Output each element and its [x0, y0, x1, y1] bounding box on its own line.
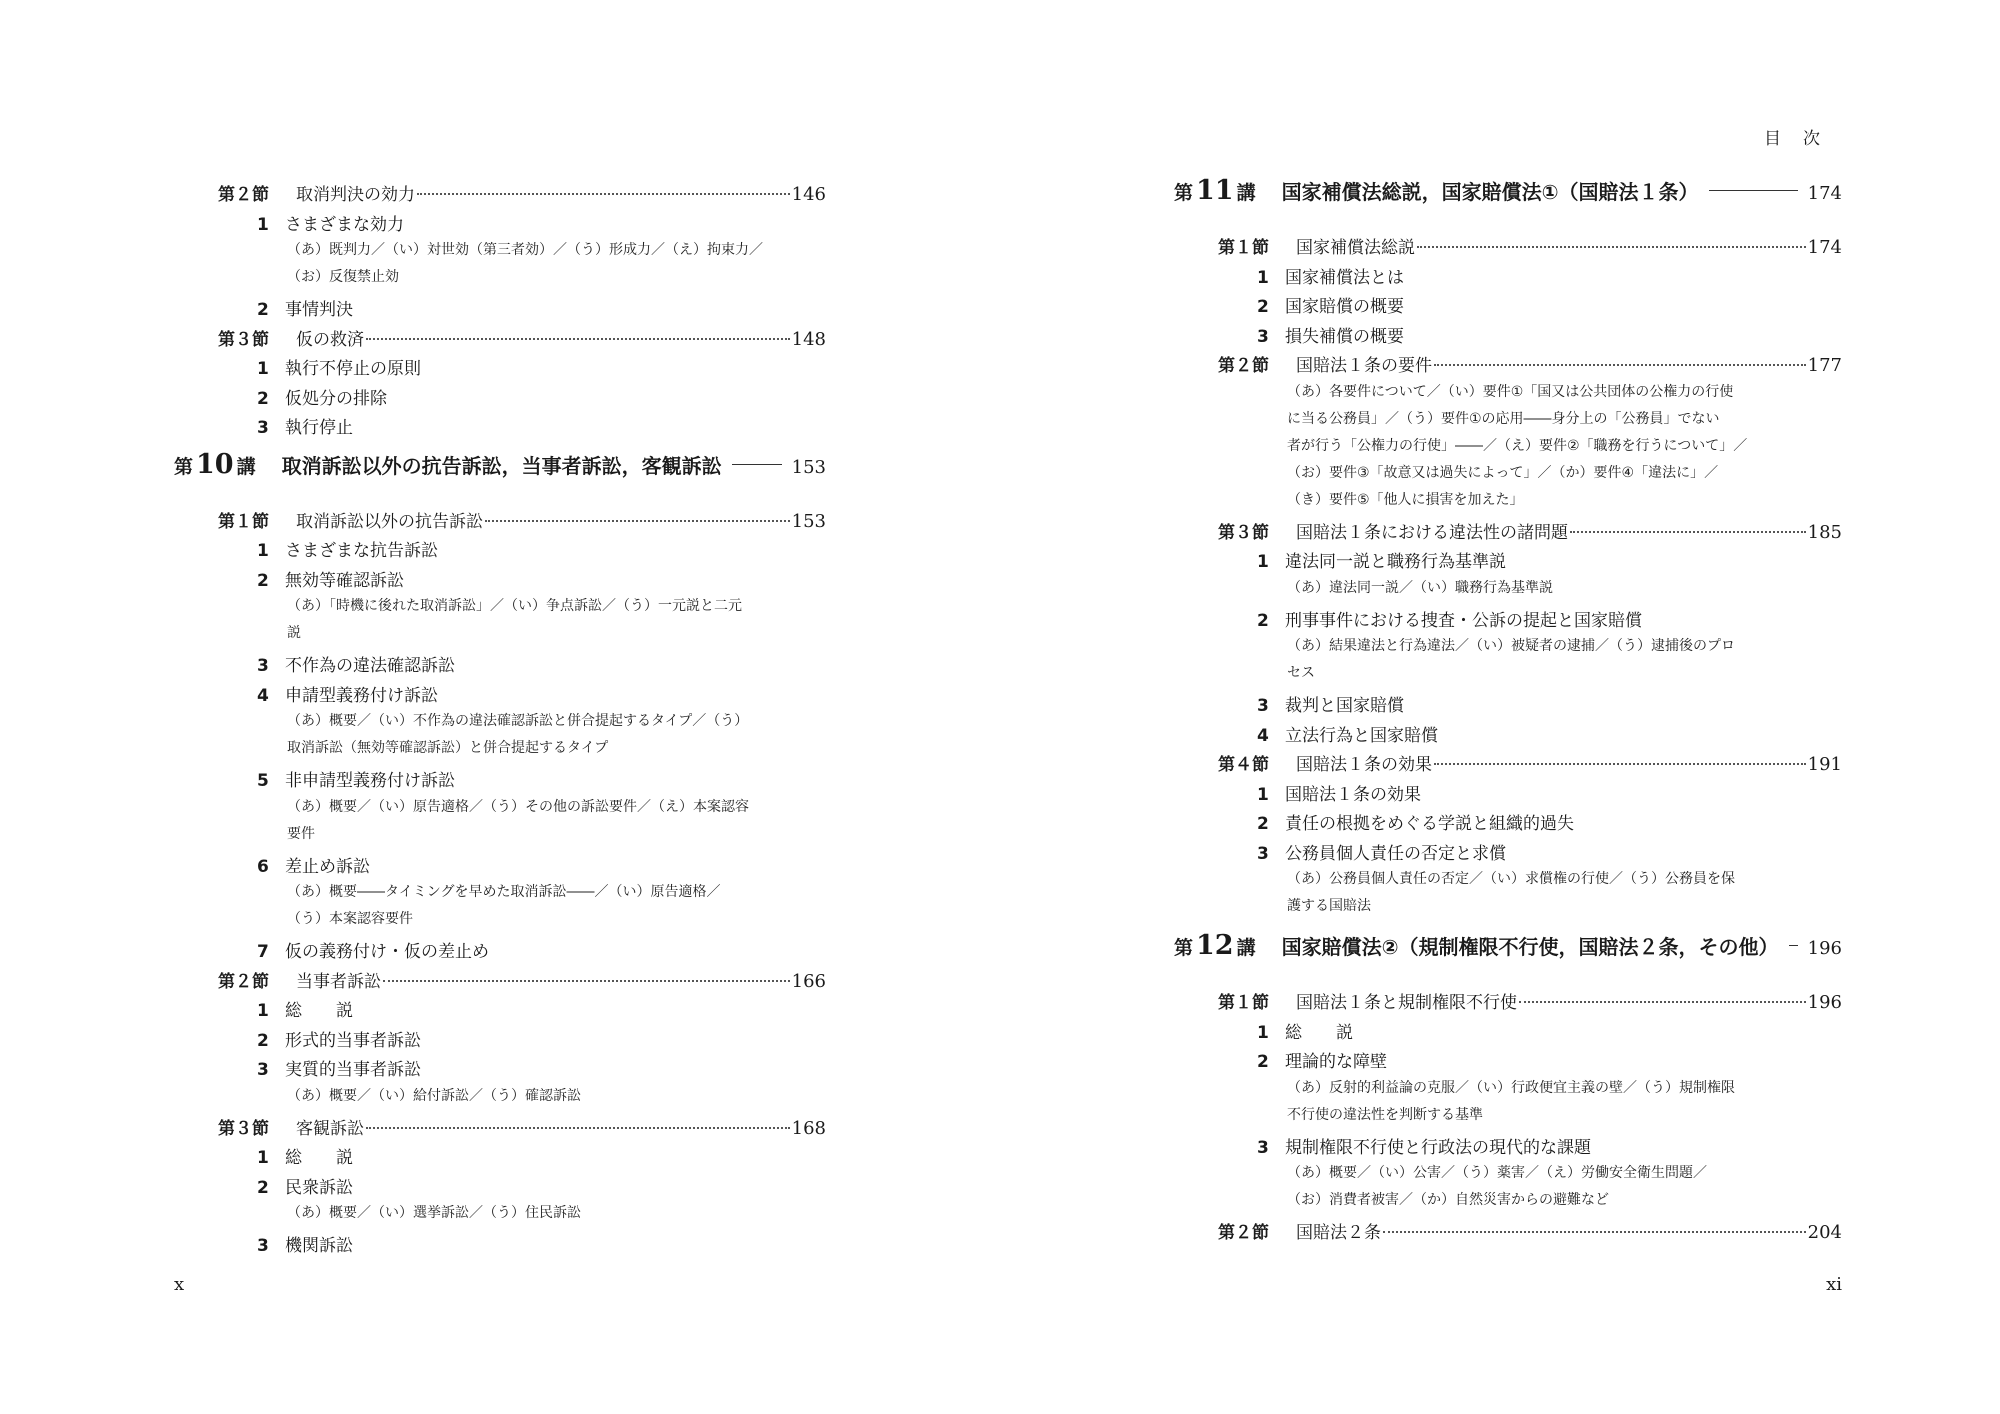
- item-title: 執行不停止の原則: [285, 359, 421, 379]
- lecture-prefix: 第: [174, 455, 194, 478]
- page-ref: 177: [1807, 355, 1842, 376]
- item-number: 2: [257, 388, 269, 409]
- section-title: 国賠法１条と規制権限不行使: [1296, 993, 1517, 1013]
- section-title: 国賠法１条における違法性の諸問題: [1296, 522, 1568, 543]
- lecture-title: 国家補償法総説，国家賠償法①（国賠法１条）: [1281, 180, 1699, 204]
- section-title: 客観訴訟: [296, 1118, 364, 1139]
- item-title: 形式的当事者訴訟: [285, 1030, 421, 1051]
- section-title: 国家補償法総説: [1296, 238, 1415, 258]
- dot-leader: [1434, 364, 1806, 366]
- item-title: 裁判と国家賠償: [1285, 696, 1404, 716]
- section-number: 第２節: [1218, 356, 1269, 376]
- page-ref: 196: [1807, 938, 1842, 959]
- subtopic-line: （あ）反射的利益論の克服／（い）行政便宜主義の壁／（う）規制権限: [1287, 1079, 1735, 1096]
- item-entry[interactable]: [1257, 691, 1404, 716]
- item-number: 2: [257, 570, 269, 591]
- subtopic-line: 取消訴訟（無効等確認訴訟）と併合提起するタイプ: [287, 740, 609, 756]
- item-title: 不作為の違法確認訴訟: [285, 656, 455, 676]
- item-title: 事情判決: [285, 300, 353, 320]
- subtopic-list: [1287, 575, 1553, 602]
- item-number: 3: [257, 418, 269, 438]
- subtopic-line: （あ）違法同一説／（い）職務行為基準説: [1287, 579, 1553, 596]
- lecture-heading[interactable]: [1174, 175, 1842, 206]
- item-number: 2: [257, 1030, 269, 1051]
- page-right: [1000, 0, 2000, 1414]
- dot-leader: [383, 980, 790, 982]
- lecture-title: 取消訴訟以外の抗告訴訟，当事者訴訟，客観訴訟: [281, 453, 722, 478]
- subtopic-list: [287, 1083, 581, 1110]
- leader-line: [1789, 945, 1798, 946]
- page-ref: 204: [1807, 1222, 1842, 1243]
- subtopic-line: （あ）概要――タイミングを早めた取消訴訟――／（い）原告適格／: [287, 884, 721, 900]
- item-number: 3: [1257, 1137, 1269, 1158]
- subtopic-line: （お）反復禁止効: [287, 269, 399, 285]
- dot-leader: [366, 1127, 790, 1129]
- item-entry[interactable]: [1257, 606, 1642, 631]
- subtopic-list: [1287, 1075, 1735, 1129]
- section-entry[interactable]: [218, 1114, 826, 1139]
- item-number: 3: [257, 1236, 269, 1256]
- page-ref: 166: [791, 970, 826, 992]
- section-entry[interactable]: [218, 180, 826, 205]
- item-number: 3: [257, 656, 269, 676]
- item-entry[interactable]: [257, 766, 455, 791]
- subtopic-line: セス: [1287, 665, 1315, 681]
- section-entry[interactable]: [1218, 988, 1842, 1013]
- subtopic-list: [287, 1200, 581, 1227]
- item-title: 国家賠償の概要: [1285, 297, 1404, 317]
- item-entry[interactable]: [257, 996, 353, 1021]
- item-title: 違法同一説と職務行為基準説: [1285, 552, 1506, 572]
- section-number: 第１節: [1218, 238, 1269, 258]
- lecture-number: 11: [1196, 175, 1234, 206]
- subtopic-line: 説: [287, 625, 301, 641]
- item-title: さまざまな抗告訴訟: [285, 541, 438, 561]
- subtopic-list: [1287, 633, 1735, 687]
- item-entry[interactable]: [1257, 1133, 1591, 1158]
- item-number: 1: [1257, 784, 1269, 805]
- page-ref: 185: [1807, 521, 1842, 543]
- page-number-right: xi: [1826, 1274, 1842, 1295]
- subtopic-line: （き）要件⑤「他人に損害を加えた」: [1287, 491, 1524, 508]
- page-ref: 146: [791, 184, 826, 205]
- item-number: 2: [1257, 814, 1269, 834]
- page-ref: 196: [1807, 992, 1842, 1013]
- item-entry[interactable]: [257, 536, 438, 561]
- item-title: 執行停止: [285, 418, 353, 438]
- section-number: 第２節: [218, 971, 269, 992]
- item-title: 国家補償法とは: [1285, 267, 1404, 288]
- dot-leader: [1519, 1001, 1806, 1003]
- item-number: 3: [257, 1060, 269, 1080]
- subtopic-list: [1287, 1160, 1707, 1214]
- page-ref: 191: [1807, 754, 1842, 775]
- section-number: 第３節: [218, 1118, 269, 1139]
- item-title: 総 説: [1285, 1022, 1353, 1043]
- item-title: 総 説: [285, 1001, 353, 1021]
- item-number: 1: [257, 214, 269, 235]
- item-title: 国賠法１条の効果: [1285, 784, 1421, 805]
- lecture-suffix: 講: [1236, 937, 1256, 959]
- item-number: 2: [1257, 297, 1269, 317]
- subtopic-list: [287, 879, 720, 933]
- item-entry[interactable]: [257, 354, 421, 379]
- section-number: 第２節: [218, 185, 269, 205]
- subtopic-line: 不行使の違法性を判断する基準: [1287, 1106, 1483, 1123]
- dot-leader: [366, 338, 790, 340]
- lecture-number: 10: [196, 448, 234, 480]
- page-ref: 168: [791, 1117, 826, 1139]
- item-title: 規制権限不行使と行政法の現代的な課題: [1285, 1137, 1591, 1158]
- item-title: 責任の根拠をめぐる学説と組織的過失: [1285, 814, 1574, 834]
- item-entry[interactable]: [257, 681, 438, 706]
- leader-line: [732, 464, 782, 465]
- subtopic-line: （あ）概要／（い）原告適格／（う）その他の訴訟要件／（え）本案認容: [287, 798, 749, 815]
- item-title: 仮の義務付け・仮の差止め: [285, 942, 489, 962]
- lecture-suffix: 講: [1236, 182, 1256, 204]
- item-entry[interactable]: [257, 1173, 353, 1198]
- subtopic-line: （あ）概要／（い）給付訴訟／（う）確認訴訟: [287, 1087, 581, 1104]
- item-entry[interactable]: [257, 1026, 421, 1051]
- page-ref: 153: [791, 456, 826, 478]
- item-title: 損失補償の概要: [1285, 326, 1404, 347]
- item-entry[interactable]: [1257, 292, 1404, 317]
- section-entry[interactable]: [218, 325, 826, 350]
- subtopic-line: 者が行う「公権力の行使」――／（え）要件②「職務を行うについて」／: [1287, 437, 1748, 454]
- item-entry[interactable]: [257, 566, 404, 591]
- item-title: 刑事事件における捜査・公訴の提起と国家賠償: [1285, 610, 1642, 631]
- subtopic-line: （お）要件③「故意又は過失によって」／（か）要件④「違法に」／: [1287, 464, 1719, 481]
- section-entry[interactable]: [1218, 233, 1842, 258]
- item-title: 非申請型義務付け訴訟: [285, 771, 455, 791]
- dot-leader: [485, 520, 790, 522]
- subtopic-list: [1287, 379, 1747, 514]
- item-number: 1: [1257, 1022, 1269, 1043]
- lecture-prefix: 第: [1174, 937, 1194, 959]
- subtopic-line: （あ）公務員個人責任の否定／（い）求償権の行使／（う）公務員を保: [1287, 871, 1735, 887]
- item-title: 機関訴訟: [285, 1236, 353, 1256]
- section-title: 国賠法１条の効果: [1296, 755, 1432, 775]
- item-number: 3: [1257, 326, 1269, 347]
- subtopic-line: （あ）概要／（い）不作為の違法確認訴訟と併合提起するタイプ／（う）: [287, 713, 749, 729]
- item-entry[interactable]: [257, 852, 370, 877]
- section-number: 第４節: [1218, 755, 1269, 775]
- item-title: 無効等確認訴訟: [285, 570, 404, 591]
- item-entry[interactable]: [1257, 721, 1438, 746]
- section-entry[interactable]: [218, 507, 826, 532]
- item-number: 2: [1257, 610, 1269, 631]
- item-title: 公務員個人責任の否定と求償: [1285, 843, 1506, 864]
- subtopic-list: [287, 794, 749, 848]
- item-entry[interactable]: [257, 1231, 353, 1256]
- page-ref: 153: [791, 510, 826, 532]
- item-number: 1: [257, 1148, 269, 1168]
- item-number: 5: [257, 771, 269, 791]
- item-entry[interactable]: [257, 384, 387, 409]
- subtopic-line: （あ）「時機に後れた取消訴訟」／（い）争点訴訟／（う）一元説と二元: [287, 598, 742, 614]
- item-title: 立法行為と国家賠償: [1285, 725, 1438, 746]
- subtopic-line: （あ）各要件について／（い）要件①「国又は公共団体の公権力の行使: [1287, 383, 1734, 400]
- item-entry[interactable]: [257, 413, 353, 438]
- subtopic-line: 護する国賠法: [1287, 898, 1371, 914]
- item-entry[interactable]: [257, 1055, 421, 1080]
- subtopic-list: [287, 237, 763, 291]
- subtopic-line: （う）本案認容要件: [287, 911, 413, 927]
- item-entry[interactable]: [1257, 1018, 1353, 1043]
- subtopic-line: （あ）結果違法と行為違法／（い）被疑者の逮捕／（う）逮捕後のプロ: [1287, 638, 1735, 654]
- lecture-number: 12: [1196, 930, 1234, 961]
- item-number: 1: [257, 1001, 269, 1021]
- subtopic-list: [1287, 866, 1735, 920]
- item-number: 6: [257, 856, 269, 877]
- section-entry[interactable]: [1218, 1218, 1842, 1243]
- lecture-heading[interactable]: [1174, 930, 1842, 961]
- item-title: さまざまな効力: [285, 214, 404, 235]
- item-number: 1: [257, 541, 269, 561]
- item-number: 1: [1257, 267, 1269, 288]
- page-ref: 174: [1807, 183, 1842, 204]
- item-entry[interactable]: [1257, 780, 1421, 805]
- subtopic-line: 要件: [287, 825, 315, 842]
- item-number: 7: [257, 942, 269, 962]
- section-title: 国賠法１条の要件: [1296, 356, 1432, 376]
- subtopic-line: （お）消費者被害／（か）自然災害からの避難など: [1287, 1192, 1609, 1208]
- item-number: 3: [1257, 696, 1269, 716]
- subtopic-line: （あ）概要／（い）選挙訴訟／（う）住民訴訟: [287, 1205, 581, 1221]
- dot-leader: [417, 193, 790, 195]
- subtopic-list: [287, 593, 742, 647]
- item-number: 1: [257, 359, 269, 379]
- section-title: 取消訴訟以外の抗告訴訟: [296, 511, 483, 532]
- item-entry[interactable]: [257, 210, 404, 235]
- section-title: 取消判決の効力: [296, 185, 415, 205]
- item-title: 実質的当事者訴訟: [285, 1060, 421, 1080]
- section-title: 国賠法２条: [1296, 1223, 1381, 1243]
- subtopic-line: （あ）既判力／（い）対世効（第三者効）／（う）形成力／（え）拘束力／: [287, 242, 763, 258]
- section-number: 第２節: [1218, 1223, 1269, 1243]
- item-entry[interactable]: [257, 937, 489, 962]
- dot-leader: [1383, 1231, 1806, 1233]
- section-number: 第３節: [1218, 522, 1269, 543]
- page-ref: 174: [1807, 237, 1842, 258]
- item-title: 理論的な障壁: [1285, 1052, 1387, 1072]
- item-entry[interactable]: [1257, 1047, 1387, 1072]
- section-number: 第１節: [1218, 993, 1269, 1013]
- item-number: 4: [257, 685, 269, 706]
- item-number: 1: [1257, 552, 1269, 572]
- dot-leader: [1570, 531, 1806, 533]
- dot-leader: [1434, 763, 1806, 765]
- item-number: 3: [1257, 843, 1269, 864]
- subtopic-line: に当る公務員」／（う）要件①の応用――身分上の「公務員」でない: [1287, 410, 1720, 427]
- item-entry[interactable]: [1257, 263, 1404, 288]
- lecture-heading[interactable]: [174, 449, 826, 480]
- item-title: 申請型義務付け訴訟: [285, 685, 438, 706]
- page-number-left: x: [174, 1274, 185, 1295]
- item-entry[interactable]: [1257, 322, 1404, 347]
- item-number: 2: [1257, 1052, 1269, 1072]
- section-title: 仮の救済: [296, 329, 364, 350]
- item-number: 2: [257, 1177, 269, 1198]
- running-header: 目次: [1764, 129, 1842, 149]
- section-entry[interactable]: [1218, 750, 1842, 775]
- item-number: 2: [257, 300, 269, 320]
- section-number: 第３節: [218, 329, 269, 350]
- subtopic-line: （あ）概要／（い）公害／（う）薬害／（え）労働安全衛生問題／: [1287, 1165, 1707, 1181]
- item-title: 民衆訴訟: [285, 1177, 353, 1198]
- item-title: 差止め訴訟: [285, 856, 370, 877]
- item-title: 総 説: [285, 1148, 353, 1168]
- item-title: 仮処分の排除: [285, 388, 387, 409]
- subtopic-list: [287, 708, 748, 762]
- item-entry[interactable]: [1257, 809, 1574, 834]
- section-title: 当事者訴訟: [296, 971, 381, 992]
- section-entry[interactable]: [218, 967, 826, 992]
- lecture-prefix: 第: [1174, 182, 1194, 204]
- item-entry[interactable]: [257, 1143, 353, 1168]
- page-ref: 148: [791, 328, 826, 350]
- item-entry[interactable]: [257, 651, 455, 676]
- lecture-suffix: 講: [236, 455, 256, 478]
- item-number: 4: [1257, 725, 1269, 746]
- section-entry[interactable]: [1218, 518, 1842, 543]
- section-number: 第１節: [218, 511, 269, 532]
- item-entry[interactable]: [1257, 547, 1506, 572]
- leader-line: [1709, 190, 1798, 191]
- item-entry[interactable]: [257, 295, 353, 320]
- lecture-title: 国家賠償法②（規制権限不行使，国賠法２条，その他）: [1281, 935, 1779, 959]
- section-entry[interactable]: [1218, 351, 1842, 376]
- dot-leader: [1417, 246, 1806, 248]
- item-entry[interactable]: [1257, 839, 1506, 864]
